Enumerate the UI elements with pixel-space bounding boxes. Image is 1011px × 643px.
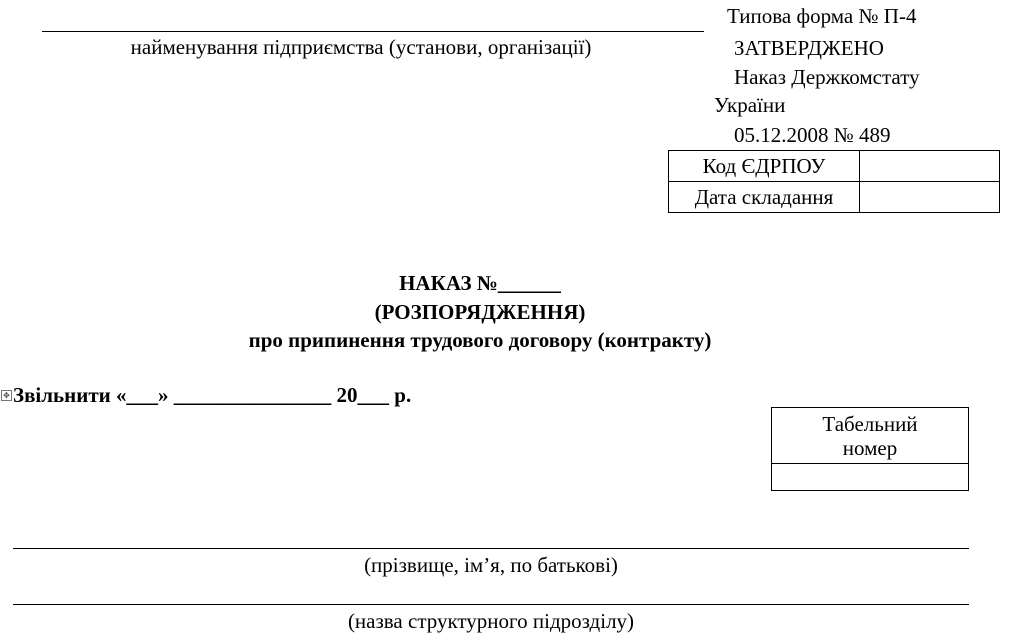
employee-name-caption: (прізвище, ім’я, по батькові)	[364, 553, 618, 577]
dismiss-line: Звільнити «___» _______________ 20___ р.	[13, 383, 412, 407]
department-line[interactable]	[13, 604, 969, 605]
department-caption: (назва структурного підрозділу)	[347, 609, 635, 633]
tabel-value-field[interactable]	[772, 464, 969, 491]
date-label: Дата складання	[669, 182, 860, 213]
edrpou-value-field[interactable]	[860, 151, 1000, 182]
move-handle-icon[interactable]: ✥	[1, 390, 12, 401]
tabel-label	[772, 408, 969, 464]
order-subtitle: (РОЗПОРЯДЖЕННЯ)	[374, 300, 586, 324]
edrpou-label: Код ЄДРПОУ	[669, 151, 860, 182]
codes-table	[668, 150, 1000, 213]
order-by-line1: Наказ Держкомстату	[734, 65, 920, 89]
order-date: 05.12.2008 № 489	[734, 123, 891, 147]
approved-label: ЗАТВЕРДЖЕНО	[734, 36, 884, 60]
form-label: Типова форма № П-4	[727, 4, 917, 28]
employee-name-line[interactable]	[13, 548, 969, 549]
org-name-line	[42, 31, 704, 32]
org-name-caption: найменування підприємства (установи, організації)	[130, 35, 592, 59]
order-description: про припинення трудового договору (контракту)	[248, 328, 712, 352]
date-value-field[interactable]	[860, 182, 1000, 213]
tabel-label-line1: Табельний	[822, 411, 918, 436]
order-title: НАКАЗ №______	[399, 271, 561, 295]
tabel-label-line2: номер	[842, 435, 898, 460]
tabel-table	[771, 407, 969, 491]
order-by-line2: України	[714, 93, 786, 117]
